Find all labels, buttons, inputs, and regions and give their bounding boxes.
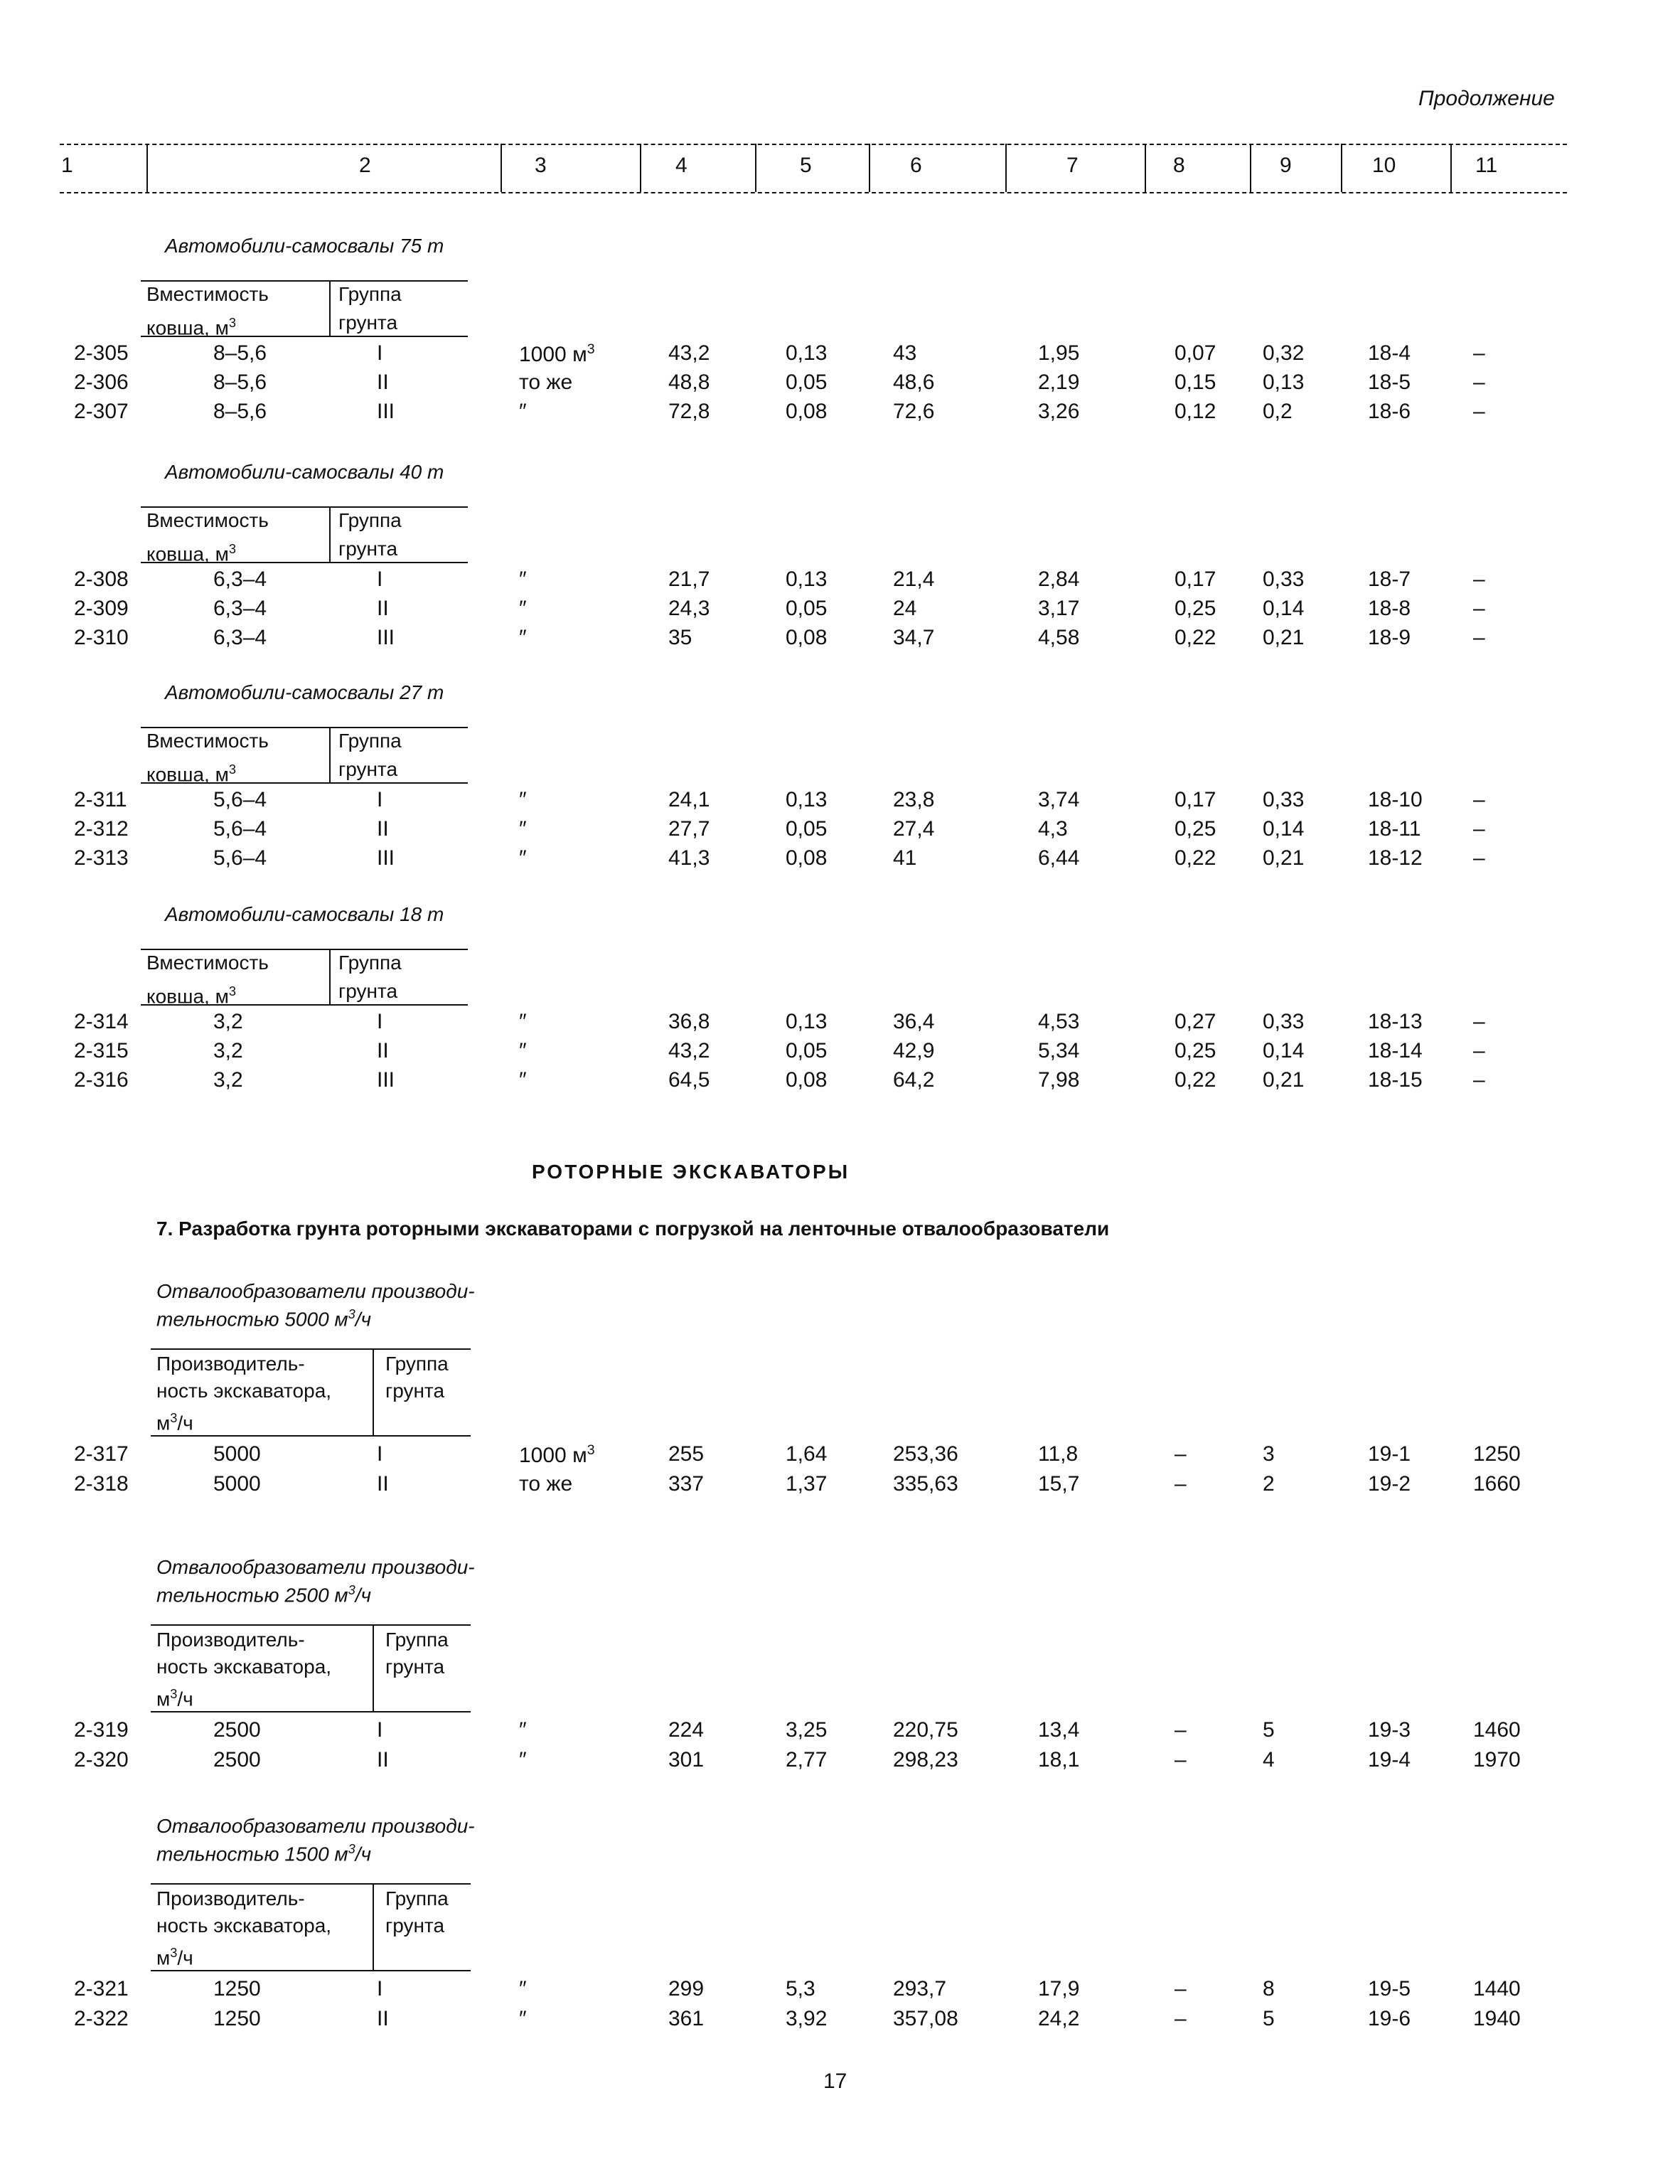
table-cell: 72,6 bbox=[893, 400, 935, 423]
group-sub-header bbox=[151, 1883, 478, 1971]
table-cell: ″ bbox=[519, 597, 527, 620]
table-cell: 64,5 bbox=[668, 1068, 710, 1092]
table-cell: 0,08 bbox=[786, 400, 828, 423]
table-cell: 42,9 bbox=[893, 1039, 935, 1062]
column-header-separator bbox=[1341, 144, 1342, 192]
column-header-separator bbox=[501, 144, 502, 192]
table-cell: 1460 bbox=[1473, 1718, 1521, 1742]
table-cell: 72,8 bbox=[668, 400, 710, 423]
table-cell: 1250 bbox=[213, 1977, 261, 2001]
table-cell: 41,3 bbox=[668, 846, 710, 870]
table-cell: 0,25 bbox=[1175, 817, 1216, 841]
column-header-separator bbox=[1145, 144, 1146, 192]
table-cell: III bbox=[377, 626, 395, 649]
table-cell: I bbox=[377, 1442, 383, 1466]
table-cell: 0,08 bbox=[786, 846, 828, 870]
table-cell: 18-6 bbox=[1368, 400, 1411, 423]
table-cell: – bbox=[1473, 817, 1485, 841]
table-cell: 8–5,6 bbox=[213, 341, 267, 365]
table-cell: 18-9 bbox=[1368, 626, 1411, 649]
table-cell: 17,9 bbox=[1038, 1977, 1080, 2001]
table-cell: 3,26 bbox=[1038, 400, 1080, 423]
table-cell: 18-13 bbox=[1368, 1010, 1423, 1033]
table-cell: 48,6 bbox=[893, 371, 935, 394]
sub-header-soil-group: Группа грунта bbox=[338, 952, 402, 1002]
table-cell: 19-4 bbox=[1368, 1748, 1411, 1772]
table-cell: III bbox=[377, 1068, 395, 1092]
table-cell: ″ bbox=[519, 1718, 527, 1742]
table-cell: – bbox=[1175, 1748, 1187, 1772]
table-cell: 1660 bbox=[1473, 1472, 1521, 1496]
table-cell: 0,14 bbox=[1263, 817, 1305, 841]
sub-header-text: ность экскаватора, bbox=[156, 1656, 332, 1678]
table-cell: ″ bbox=[519, 846, 527, 870]
column-header-4: 4 bbox=[675, 154, 687, 177]
table-cell: 3,2 bbox=[213, 1039, 243, 1062]
table-cell: 2-316 bbox=[74, 1068, 129, 1092]
table-cell: 3,2 bbox=[213, 1068, 243, 1092]
table-cell: 0,13 bbox=[786, 1010, 828, 1033]
table-cell: 0,05 bbox=[786, 817, 828, 841]
table-cell: 6,3–4 bbox=[213, 626, 267, 649]
table-cell: 3 bbox=[1263, 1442, 1275, 1466]
column-header-separator bbox=[1450, 144, 1452, 192]
table-cell: 43,2 bbox=[668, 341, 710, 365]
sub-header-soil-group: Группа грунта bbox=[338, 509, 402, 560]
table-cell: 6,3–4 bbox=[213, 568, 267, 591]
table-cell: 299 bbox=[668, 1977, 705, 2001]
sub-header-text: ность экскаватора, bbox=[156, 1914, 332, 1937]
sub-header-text: Производитель- bbox=[156, 1629, 305, 1651]
column-header-8: 8 bbox=[1173, 154, 1185, 177]
table-cell: – bbox=[1175, 1442, 1187, 1466]
table-cell: 19-5 bbox=[1368, 1977, 1411, 2001]
table-cell: 2 bbox=[1263, 1472, 1275, 1496]
sub-header-text: Производитель- bbox=[156, 1353, 305, 1375]
table-cell: 2-306 bbox=[74, 371, 129, 394]
table-cell: 2500 bbox=[213, 1718, 261, 1742]
table-cell: то же bbox=[519, 371, 573, 394]
table-cell: 2-305 bbox=[74, 341, 129, 365]
table-cell: 1440 bbox=[1473, 1977, 1521, 2001]
table-cell: 335,63 bbox=[893, 1472, 958, 1496]
column-header-10: 10 bbox=[1372, 154, 1396, 177]
group-sub-header bbox=[141, 727, 468, 784]
table-cell: 0,2 bbox=[1263, 400, 1293, 423]
group-title-line1: Отвалообразователи производи- bbox=[156, 1815, 475, 1837]
table-cell: 3,17 bbox=[1038, 597, 1080, 620]
table-cell: 18-11 bbox=[1368, 817, 1421, 841]
table-cell: 24,2 bbox=[1038, 2007, 1080, 2030]
sub-header-capacity: Вместимость ковша, $м^3$ bbox=[146, 952, 269, 1008]
table-cell: 224 bbox=[668, 1718, 705, 1742]
sub-header-text: Производитель- bbox=[156, 1887, 305, 1909]
table-cell: 2-318 bbox=[74, 1472, 129, 1496]
table-cell: 13,4 bbox=[1038, 1718, 1080, 1742]
table-cell: ″ bbox=[519, 788, 527, 811]
table-cell: 18,1 bbox=[1038, 1748, 1080, 1772]
table-cell: 2-320 bbox=[74, 1748, 129, 1772]
table-cell: – bbox=[1473, 846, 1485, 870]
table-cell: 2,19 bbox=[1038, 371, 1080, 394]
table-cell: 301 bbox=[668, 1748, 705, 1772]
table-cell: 2-317 bbox=[74, 1442, 129, 1466]
table-cell: 0,33 bbox=[1263, 1010, 1305, 1033]
table-cell: 3,74 bbox=[1038, 788, 1080, 811]
table-cell: 0,25 bbox=[1175, 597, 1216, 620]
table-cell: 35 bbox=[668, 626, 692, 649]
table-cell: 0,14 bbox=[1263, 597, 1305, 620]
table-cell: – bbox=[1473, 400, 1485, 423]
table-cell: 18-10 bbox=[1368, 788, 1423, 811]
table-cell: 255 bbox=[668, 1442, 705, 1466]
table-cell: 36,8 bbox=[668, 1010, 710, 1033]
header-bottom-rule bbox=[60, 192, 1567, 193]
table-cell: ″ bbox=[519, 1977, 527, 2001]
sub-header-capacity: Вместимость ковша, $м^3$ bbox=[146, 283, 269, 339]
table-cell: 24,1 bbox=[668, 788, 710, 811]
table-cell: 18-15 bbox=[1368, 1068, 1423, 1092]
group-title: Автомобили-самосвалы 18 т bbox=[165, 903, 444, 925]
table-cell: 1,37 bbox=[786, 1472, 828, 1496]
table-cell: – bbox=[1175, 1472, 1187, 1496]
table-cell: 2-322 bbox=[74, 2007, 129, 2030]
table-cell: III bbox=[377, 846, 395, 870]
group-title-line1: Отвалообразователи производи- bbox=[156, 1280, 475, 1302]
table-cell: II bbox=[377, 1039, 389, 1062]
group-title: Автомобили-самосвалы 75 т bbox=[165, 235, 444, 257]
table-cell: I bbox=[377, 1010, 383, 1033]
column-header-3: 3 bbox=[535, 154, 547, 177]
table-cell: 361 bbox=[668, 2007, 705, 2030]
table-cell: 1000 $м^3$ bbox=[519, 341, 595, 366]
sub-header-text: грунта bbox=[385, 1380, 445, 1402]
table-cell: III bbox=[377, 400, 395, 423]
table-cell: 48,8 bbox=[668, 371, 710, 394]
table-cell: – bbox=[1473, 788, 1485, 811]
table-cell: 0,17 bbox=[1175, 568, 1216, 591]
sub-header-text: $м^3/ч$ bbox=[156, 1411, 193, 1434]
table-cell: 27,4 bbox=[893, 817, 935, 841]
table-cell: 0,27 bbox=[1175, 1010, 1216, 1033]
table-cell: 0,21 bbox=[1263, 846, 1305, 870]
table-cell: I bbox=[377, 568, 383, 591]
table-cell: ″ bbox=[519, 568, 527, 591]
table-cell: 0,12 bbox=[1175, 400, 1216, 423]
table-cell: 36,4 bbox=[893, 1010, 935, 1033]
column-header-7: 7 bbox=[1066, 154, 1079, 177]
table-cell: 19-3 bbox=[1368, 1718, 1411, 1742]
table-cell: II bbox=[377, 597, 389, 620]
table-cell: 0,21 bbox=[1263, 1068, 1305, 1092]
table-cell: 15,7 bbox=[1038, 1472, 1080, 1496]
table-cell: II bbox=[377, 2007, 389, 2030]
table-cell: 64,2 bbox=[893, 1068, 935, 1092]
sub-header-text: $м^3/ч$ bbox=[156, 1946, 193, 1969]
group-sub-header bbox=[151, 1624, 478, 1712]
column-header-separator bbox=[1005, 144, 1007, 192]
table-cell: 0,05 bbox=[786, 597, 828, 620]
table-cell: II bbox=[377, 1472, 389, 1496]
sub-header-text: ность экскаватора, bbox=[156, 1380, 332, 1402]
table-cell: 2,84 bbox=[1038, 568, 1080, 591]
table-cell: 0,14 bbox=[1263, 1039, 1305, 1062]
table-cell: 5,6–4 bbox=[213, 817, 267, 841]
table-cell: 253,36 bbox=[893, 1442, 958, 1466]
table-cell: 41 bbox=[893, 846, 917, 870]
table-cell: 11,8 bbox=[1038, 1442, 1079, 1466]
table-cell: 8–5,6 bbox=[213, 371, 267, 394]
table-cell: 18-5 bbox=[1368, 371, 1411, 394]
table-cell: 0,33 bbox=[1263, 568, 1305, 591]
table-cell: 0,33 bbox=[1263, 788, 1305, 811]
table-cell: 0,08 bbox=[786, 1068, 828, 1092]
table-cell: I bbox=[377, 788, 383, 811]
table-cell: – bbox=[1473, 597, 1485, 620]
sub-header-soil-group: Группа грунта bbox=[338, 283, 402, 334]
table-cell: 18-12 bbox=[1368, 846, 1423, 870]
sub-header-text: $м^3/ч$ bbox=[156, 1687, 193, 1710]
group-title-line2: тельностью 2500 $м^3/ч$ bbox=[156, 1583, 372, 1607]
table-cell: 0,17 bbox=[1175, 788, 1216, 811]
table-cell: ″ bbox=[519, 1068, 527, 1092]
sub-header-capacity: Вместимость ковша, $м^3$ bbox=[146, 509, 269, 565]
table-cell: 43 bbox=[893, 341, 917, 365]
table-cell: II bbox=[377, 817, 389, 841]
column-header-separator bbox=[146, 144, 148, 192]
table-cell: 0,25 bbox=[1175, 1039, 1216, 1062]
table-cell: 6,44 bbox=[1038, 846, 1080, 870]
table-cell: 2,77 bbox=[786, 1748, 828, 1772]
table-cell: 19-6 bbox=[1368, 2007, 1411, 2030]
table-cell: ″ bbox=[519, 1010, 527, 1033]
group-title: Автомобили-самосвалы 40 т bbox=[165, 461, 444, 483]
sub-header-text: Группа bbox=[385, 1887, 449, 1909]
table-cell: 7,98 bbox=[1038, 1068, 1080, 1092]
table-cell: 0,22 bbox=[1175, 626, 1216, 649]
table-cell: 1970 bbox=[1473, 1748, 1521, 1772]
table-cell: 2500 bbox=[213, 1748, 261, 1772]
column-header-separator bbox=[755, 144, 756, 192]
table-cell: 34,7 bbox=[893, 626, 935, 649]
table-cell: 24 bbox=[893, 597, 917, 620]
table-cell: 0,13 bbox=[1263, 371, 1305, 394]
table-cell: 8 bbox=[1263, 1977, 1275, 2001]
table-cell: 4,3 bbox=[1038, 817, 1068, 841]
group-title-line2: тельностью 5000 $м^3/ч$ bbox=[156, 1307, 372, 1331]
table-cell: 24,3 bbox=[668, 597, 710, 620]
table-cell: 0,21 bbox=[1263, 626, 1305, 649]
table-cell: I bbox=[377, 341, 383, 365]
group-sub-header bbox=[141, 949, 468, 1006]
table-cell: 3,2 bbox=[213, 1010, 243, 1033]
table-cell: 1250 bbox=[1473, 1442, 1521, 1466]
table-cell: ″ bbox=[519, 817, 527, 841]
group-title-line1: Отвалообразователи производи- bbox=[156, 1556, 475, 1578]
table-cell: ″ bbox=[519, 400, 527, 423]
table-cell: 2-313 bbox=[74, 846, 129, 870]
table-cell: 1250 bbox=[213, 2007, 261, 2030]
table-cell: 8–5,6 bbox=[213, 400, 267, 423]
table-cell: 21,7 bbox=[668, 568, 710, 591]
table-cell: 18-4 bbox=[1368, 341, 1411, 365]
table-cell: 0,15 bbox=[1175, 371, 1216, 394]
table-cell: 18-8 bbox=[1368, 597, 1411, 620]
table-cell: 4,53 bbox=[1038, 1010, 1080, 1033]
page-number: 17 bbox=[823, 2070, 847, 2093]
table-cell: 2-309 bbox=[74, 597, 129, 620]
section-heading: 7. Разработка грунта роторными экскаваторами с погрузкой на ленточные отвалообразователи bbox=[156, 1218, 1110, 1240]
table-cell: 0,13 bbox=[786, 568, 828, 591]
table-cell: 0,08 bbox=[786, 626, 828, 649]
column-header-6: 6 bbox=[910, 154, 922, 177]
table-cell: 21,4 bbox=[893, 568, 935, 591]
continuation-label: Продолжение bbox=[1418, 87, 1555, 110]
table-cell: 2-311 bbox=[74, 788, 127, 811]
sub-header-capacity: Вместимость ковша, $м^3$ bbox=[146, 730, 269, 786]
table-cell: – bbox=[1175, 2007, 1187, 2030]
table-cell: 2-321 bbox=[74, 1977, 129, 2001]
group-title-line2: тельностью 1500 $м^3/ч$ bbox=[156, 1842, 372, 1865]
table-cell: 2-310 bbox=[74, 626, 129, 649]
table-cell: 19-1 bbox=[1368, 1442, 1411, 1466]
column-header-separator bbox=[640, 144, 641, 192]
table-cell: 220,75 bbox=[893, 1718, 958, 1742]
table-cell: 0,13 bbox=[786, 788, 828, 811]
section-title: РОТОРНЫЕ ЭКСКАВАТОРЫ bbox=[532, 1161, 850, 1183]
column-header-9: 9 bbox=[1280, 154, 1292, 177]
table-cell: I bbox=[377, 1977, 383, 2001]
table-cell: 0,13 bbox=[786, 341, 828, 365]
table-cell: то же bbox=[519, 1472, 573, 1496]
table-cell: 1000 $м^3$ bbox=[519, 1442, 595, 1467]
table-cell: 5000 bbox=[213, 1472, 261, 1496]
table-cell: 0,32 bbox=[1263, 341, 1305, 365]
table-cell: 0,05 bbox=[786, 1039, 828, 1062]
sub-header-soil-group: Группа грунта bbox=[338, 730, 402, 780]
table-cell: 19-2 bbox=[1368, 1472, 1411, 1496]
table-cell: 6,3–4 bbox=[213, 597, 267, 620]
table-cell: 0,22 bbox=[1175, 1068, 1216, 1092]
table-cell: ″ bbox=[519, 626, 527, 649]
column-header-1: 1 bbox=[61, 154, 73, 177]
table-cell: II bbox=[377, 1748, 389, 1772]
table-cell: 337 bbox=[668, 1472, 705, 1496]
sub-header-text: грунта bbox=[385, 1914, 445, 1937]
table-cell: 2-308 bbox=[74, 568, 129, 591]
table-cell: 3,92 bbox=[786, 2007, 828, 2030]
table-cell: 298,23 bbox=[893, 1748, 958, 1772]
table-cell: – bbox=[1473, 1039, 1485, 1062]
sub-header-text: Группа bbox=[385, 1353, 449, 1375]
table-cell: 1,95 bbox=[1038, 341, 1080, 365]
table-cell: I bbox=[377, 1718, 383, 1742]
table-cell: 18-14 bbox=[1368, 1039, 1423, 1062]
table-cell: – bbox=[1473, 371, 1485, 394]
table-cell: – bbox=[1473, 626, 1485, 649]
table-cell: 43,2 bbox=[668, 1039, 710, 1062]
table-cell: 2-314 bbox=[74, 1010, 129, 1033]
column-header-2: 2 bbox=[359, 154, 371, 177]
table-cell: 5 bbox=[1263, 1718, 1275, 1742]
table-cell: – bbox=[1473, 341, 1485, 365]
table-cell: ″ bbox=[519, 1748, 527, 1772]
table-cell: 5,6–4 bbox=[213, 846, 267, 870]
table-cell: 0,05 bbox=[786, 371, 828, 394]
table-cell: 27,7 bbox=[668, 817, 710, 841]
table-cell: ″ bbox=[519, 2007, 527, 2030]
table-cell: 5000 bbox=[213, 1442, 261, 1466]
column-header-separator bbox=[1250, 144, 1251, 192]
table-cell: 23,8 bbox=[893, 788, 935, 811]
table-cell: 18-7 bbox=[1368, 568, 1411, 591]
table-cell: 0,22 bbox=[1175, 846, 1216, 870]
table-cell: – bbox=[1175, 1977, 1187, 2001]
group-title: Автомобили-самосвалы 27 т bbox=[165, 681, 444, 703]
group-sub-header bbox=[141, 506, 468, 563]
table-cell: – bbox=[1473, 1010, 1485, 1033]
column-header-11: 11 bbox=[1475, 154, 1498, 177]
table-cell: 0,07 bbox=[1175, 341, 1216, 365]
column-header-5: 5 bbox=[800, 154, 812, 177]
table-cell: 5,3 bbox=[786, 1977, 815, 2001]
table-cell: 2-319 bbox=[74, 1718, 129, 1742]
table-cell: 357,08 bbox=[893, 2007, 958, 2030]
table-cell: 4,58 bbox=[1038, 626, 1080, 649]
table-cell: 2-312 bbox=[74, 817, 129, 841]
table-cell: – bbox=[1473, 568, 1485, 591]
table-cell: 2-315 bbox=[74, 1039, 129, 1062]
table-cell: 1940 bbox=[1473, 2007, 1521, 2030]
table-cell: 2-307 bbox=[74, 400, 129, 423]
table-cell: – bbox=[1473, 1068, 1485, 1092]
table-cell: 5,6–4 bbox=[213, 788, 267, 811]
column-header-separator bbox=[869, 144, 870, 192]
group-sub-header bbox=[151, 1348, 478, 1437]
table-cell: 1,64 bbox=[786, 1442, 828, 1466]
table-cell: – bbox=[1175, 1718, 1187, 1742]
table-cell: 5,34 bbox=[1038, 1039, 1080, 1062]
table-cell: 4 bbox=[1263, 1748, 1275, 1772]
table-cell: ″ bbox=[519, 1039, 527, 1062]
sub-header-text: Группа bbox=[385, 1629, 449, 1651]
table-cell: 3,25 bbox=[786, 1718, 828, 1742]
sub-header-text: грунта bbox=[385, 1656, 445, 1678]
group-sub-header bbox=[141, 280, 468, 337]
table-cell: II bbox=[377, 371, 389, 394]
table-cell: 5 bbox=[1263, 2007, 1275, 2030]
table-cell: 293,7 bbox=[893, 1977, 947, 2001]
